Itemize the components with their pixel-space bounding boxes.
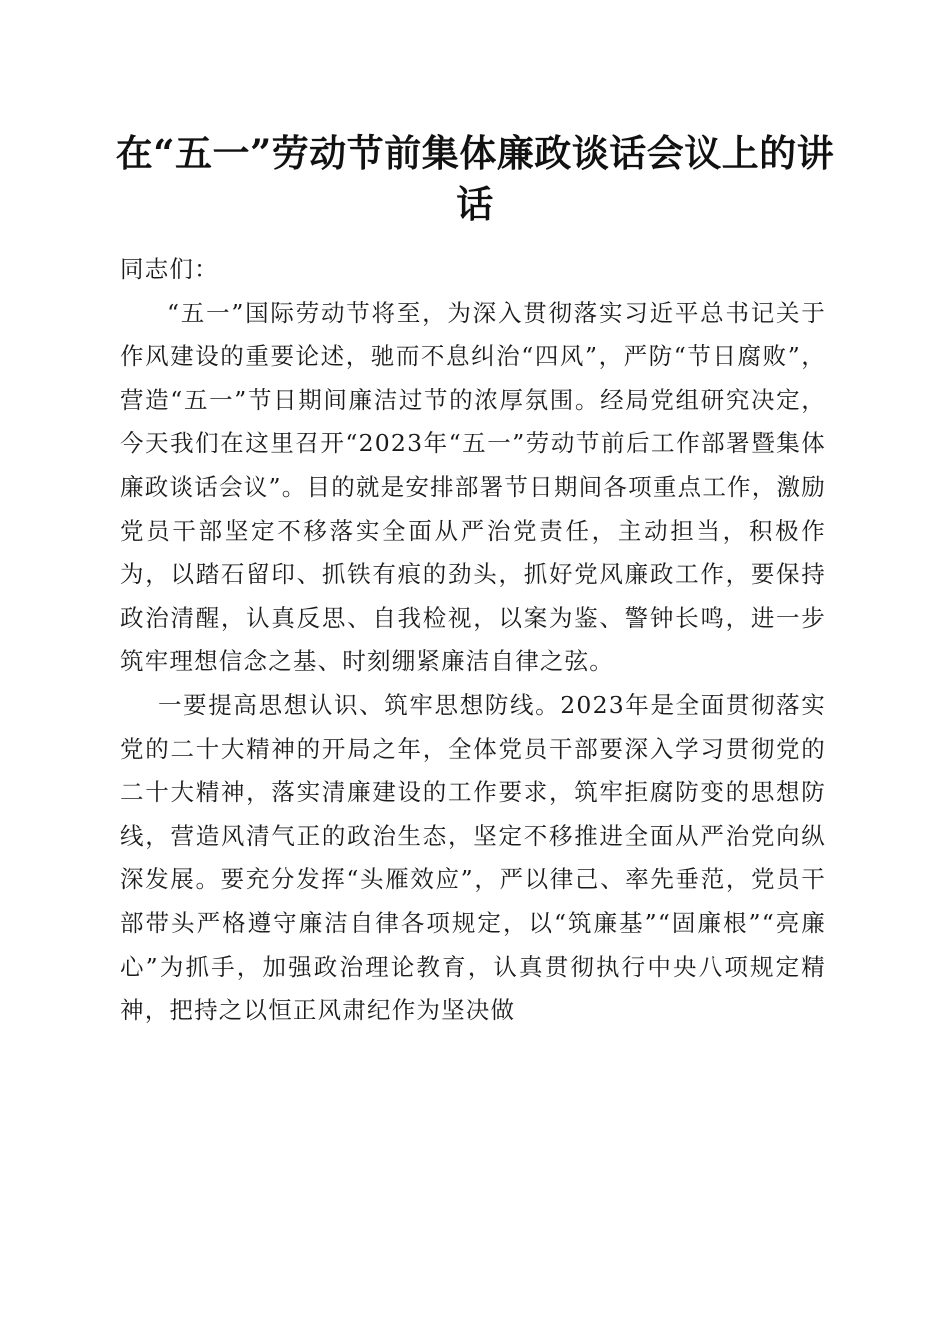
document-body bbox=[120, 248, 826, 1033]
paragraph-intro: “五一”国际劳动节将至，为深入贯彻落实习近平总书记关于作风建设的重要论述，驰而不息纠治“四风”，严防“节日腐败”，营造“五一”节日期间廉洁过节的浓厚氛围。经局党组研究决定，今天我们在这里召开“2023年“五一”劳动节前后工作部署暨集体廉政谈话会议”。目的就是安排部署节日期间各项重点工作，激励党员干部坚定不移落实全面从严治党责任，主动担当，积极作为，以踏石留印、抓铁有痕的劲头，抓好党风廉政工作，要保持政治清醒，认真反思、自我检视，以案为鉴、警钟长鸣，进一步筑牢理想信念之基、时刻绷紧廉洁自律之弦。 bbox=[120, 298, 826, 676]
paragraph-point-one: 一要提高思想认识、筑牢思想防线。2023年是全面贯彻落实党的二十大精神的开局之年，全体党员干部要深入学习贯彻党的二十大精神，落实清廉建设的工作要求，筑牢拒腐防变的思想防线，营造风清气正的政治生态，坚定不移推进全面从严治党向纵深发展。要充分发挥“头雁效应”，严以律己、率先垂范，党员干部带头严格遵守廉洁自律各项规定，以“筑廉基”“固廉根”“亮廉心”为抓手，加强政治理论教育，认真贯彻执行中央八项规定精神，把持之以恒正风肃纪作为坚决做 bbox=[120, 690, 826, 1025]
greeting: 同志们： bbox=[120, 255, 219, 283]
document-title: 在“五一”劳动节前集体廉政谈话会议上的讲话 bbox=[115, 131, 835, 226]
